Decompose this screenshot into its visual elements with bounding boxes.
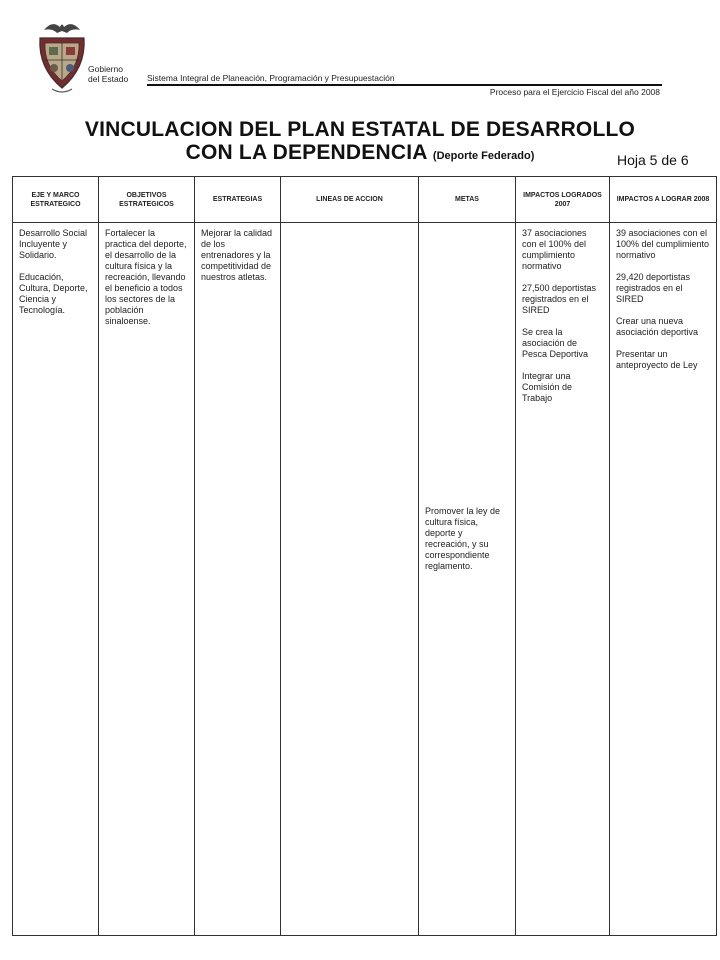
- cell-eje: [13, 223, 99, 936]
- page-title-line-2: [0, 141, 720, 168]
- plan-table: [12, 176, 717, 936]
- header-lineas: LINEAS DE ACCION: [281, 177, 419, 223]
- meta-text: Promover la ley de cultura física, deporte y recreación, y su correspondiente reglamento.: [425, 506, 501, 571]
- impacto-2008-item: 29,420 deportistas registrados en el SIRED: [616, 272, 691, 304]
- header-estrategias: ESTRATEGIAS: [195, 177, 281, 223]
- eje-item: Desarrollo Social Incluyente y Solidario.: [19, 228, 88, 260]
- gov-line-1: Gobierno: [88, 64, 123, 74]
- impacto-2007-item: Se crea la asociación de Pesca Deportiva: [522, 327, 589, 359]
- header-objetivos: OBJETIVOS ESTRATEGICOS: [99, 177, 195, 223]
- impacto-2008-item: Crear una nueva asociación deportiva: [616, 316, 699, 337]
- objetivo-text: Fortalecer la practica del deporte, el desarrollo de la cultura física y la recreación, llevando el beneficio a todos los sectores de la población sinaloense.: [105, 228, 187, 326]
- process-label: Proceso para el Ejercicio Fiscal del año 2008: [489, 87, 660, 97]
- impacto-2008-item: 39 asociaciones con el 100% del cumplimiento normativo: [616, 228, 710, 260]
- cell-lineas: [281, 223, 419, 936]
- header-metas: METAS: [419, 177, 516, 223]
- impacto-2007-item: Integrar una Comisión de Trabajo: [522, 371, 573, 403]
- state-crest-logo: [34, 16, 90, 98]
- table-header-row: [13, 177, 717, 223]
- cell-impactos-2007: [516, 223, 610, 936]
- title-line-2-text: CON LA DEPENDENCIA: [185, 141, 427, 164]
- title-subtitle: (Deporte Federado): [432, 150, 535, 162]
- header-impactos-2007: IMPACTOS LOGRADOS 2007: [516, 177, 610, 223]
- system-name: Sistema Integral de Planeación, Programación y Presupuestación: [147, 73, 395, 83]
- government-label: [88, 64, 128, 84]
- cell-metas: [419, 223, 516, 936]
- impacto-2007-item: 27,500 deportistas registrados en el SIRED: [522, 283, 597, 315]
- header-divider: [147, 84, 662, 86]
- sheet-number: Hoja 5 de 6: [617, 152, 689, 168]
- estrategia-text: Mejorar la calidad de los entrenadores y la competitividad de nuestros atletas.: [201, 228, 273, 282]
- header-eje: EJE Y MARCO ESTRATEGICO: [13, 177, 99, 223]
- header-impactos-2008: IMPACTOS A LOGRAR 2008: [610, 177, 717, 223]
- page-title-line-1: VINCULACION DEL PLAN ESTATAL DE DESARROLLO: [84, 118, 636, 141]
- impacto-2008-item: Presentar un anteproyecto de Ley: [616, 349, 698, 370]
- cell-objetivos: [99, 223, 195, 936]
- eje-item: Educación, Cultura, Deporte, Ciencia y Tecnología.: [19, 272, 88, 315]
- cell-impactos-2008: [610, 223, 717, 936]
- cell-estrategias: [195, 223, 281, 936]
- gov-line-2: del Estado: [88, 74, 129, 84]
- table-row: [13, 223, 717, 936]
- impacto-2007-item: 37 asociaciones con el 100% del cumplimiento normativo: [522, 228, 587, 271]
